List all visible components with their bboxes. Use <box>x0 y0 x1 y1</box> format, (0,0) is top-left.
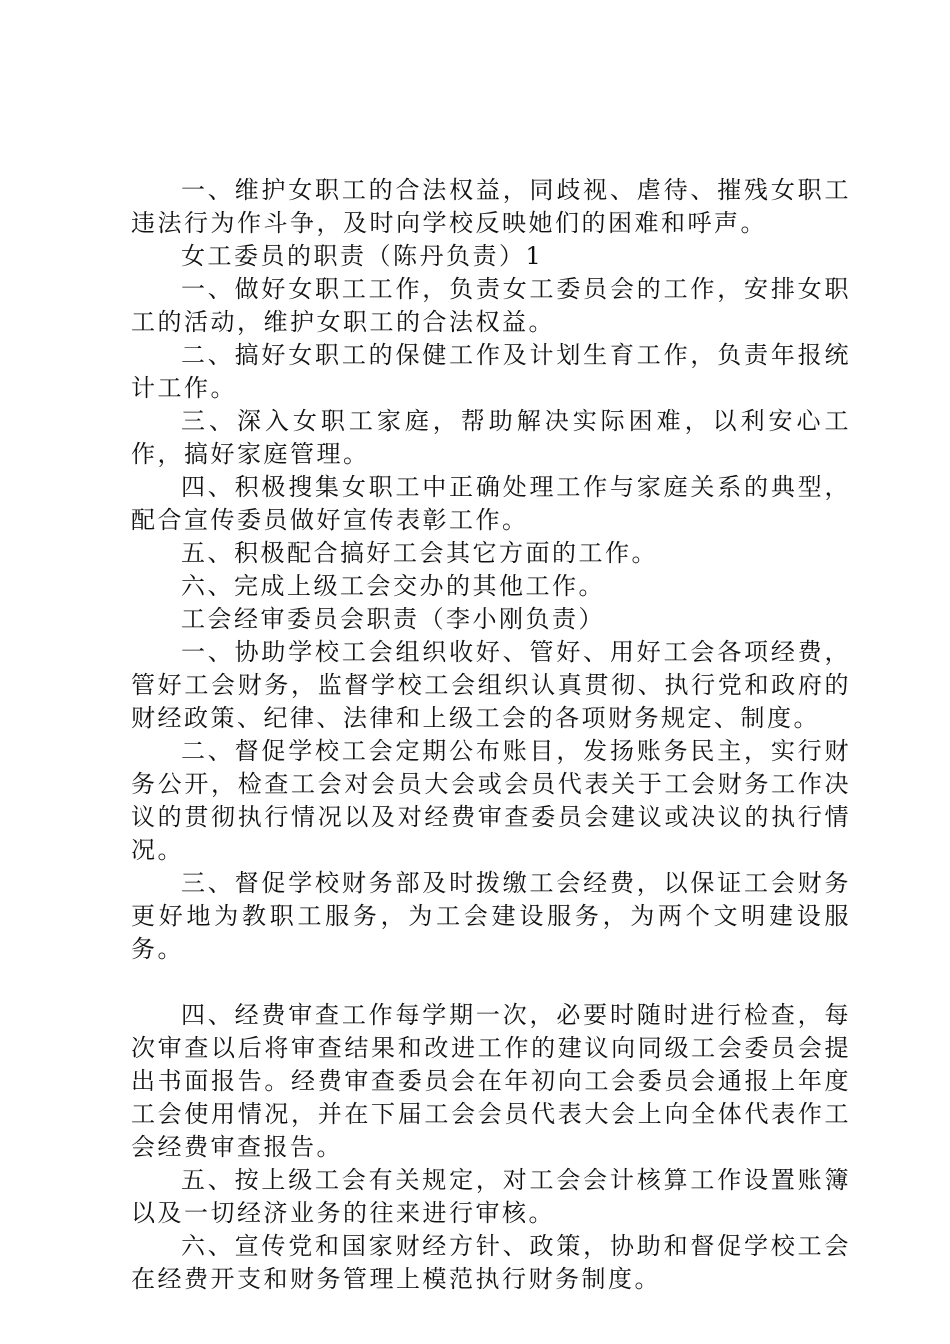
paragraph-women-rights: 一、维护女职工的合法权益，同歧视、虐待、摧残女职工违法行为作斗争，及时向学校反映她们的困难和呼声。 <box>131 176 851 237</box>
paragraph-audit-duty-6: 六、宣传党和国家财经方针、政策，协助和督促学校工会在经费开支和财务管理上模范执行财务制度。 <box>131 1232 851 1293</box>
heading-women-committee-duties: 女工委员的职责（陈丹负责）1 <box>181 242 544 270</box>
paragraph-audit-duty-3: 三、督促学校财务部及时拨缴工会经费，以保证工会财务更好地为教职工服务，为工会建设服务，为两个文明建设服务。 <box>131 869 851 963</box>
paragraph-audit-duty-5: 五、按上级工会有关规定，对工会会计核算工作设置账簿以及一切经济业务的往来进行审核。 <box>131 1166 851 1227</box>
paragraph-women-duty-1: 一、做好女职工工作，负责女工委员会的工作，安排女职工的活动，维护女职工的合法权益。 <box>131 275 851 336</box>
paragraph-audit-duty-4: 四、经费审查工作每学期一次，必要时随时进行检查，每次审查以后将审查结果和改进工作的建议向同级工会委员会提出书面报告。经费审查委员会在年初向工会委员会通报上年度工会使用情况，并在下届工会会员代表大会上向全体代表作工会经费审查报告。 <box>131 1001 851 1161</box>
heading-audit-committee-duties: 工会经审委员会职责（李小刚负责） <box>181 605 605 633</box>
paragraph-women-duty-6: 六、完成上级工会交办的其他工作。 <box>181 572 605 600</box>
paragraph-women-duty-2: 二、搞好女职工的保健工作及计划生育工作，负责年报统计工作。 <box>131 341 851 402</box>
paragraph-women-duty-4: 四、积极搜集女职工中正确处理工作与家庭关系的典型，配合宣传委员做好宣传表彰工作。 <box>131 473 851 534</box>
paragraph-women-duty-3: 三、深入女职工家庭，帮助解决实际困难，以利安心工作，搞好家庭管理。 <box>131 407 851 468</box>
paragraph-audit-duty-1: 一、协助学校工会组织收好、管好、用好工会各项经费，管好工会财务，监督学校工会组织认真贯彻、执行党和政府的财经政策、纪律、法律和上级工会的各项财务规定、制度。 <box>131 638 851 732</box>
paragraph-women-duty-5: 五、积极配合搞好工会其它方面的工作。 <box>181 539 658 567</box>
document-body <box>131 174 851 1296</box>
paragraph-audit-duty-2: 二、督促学校工会定期公布账目，发扬账务民主，实行财务公开，检查工会对会员大会或会员代表关于工会财务工作决议的贯彻执行情况以及对经费审查委员会建议或决议的执行情况。 <box>131 737 851 864</box>
